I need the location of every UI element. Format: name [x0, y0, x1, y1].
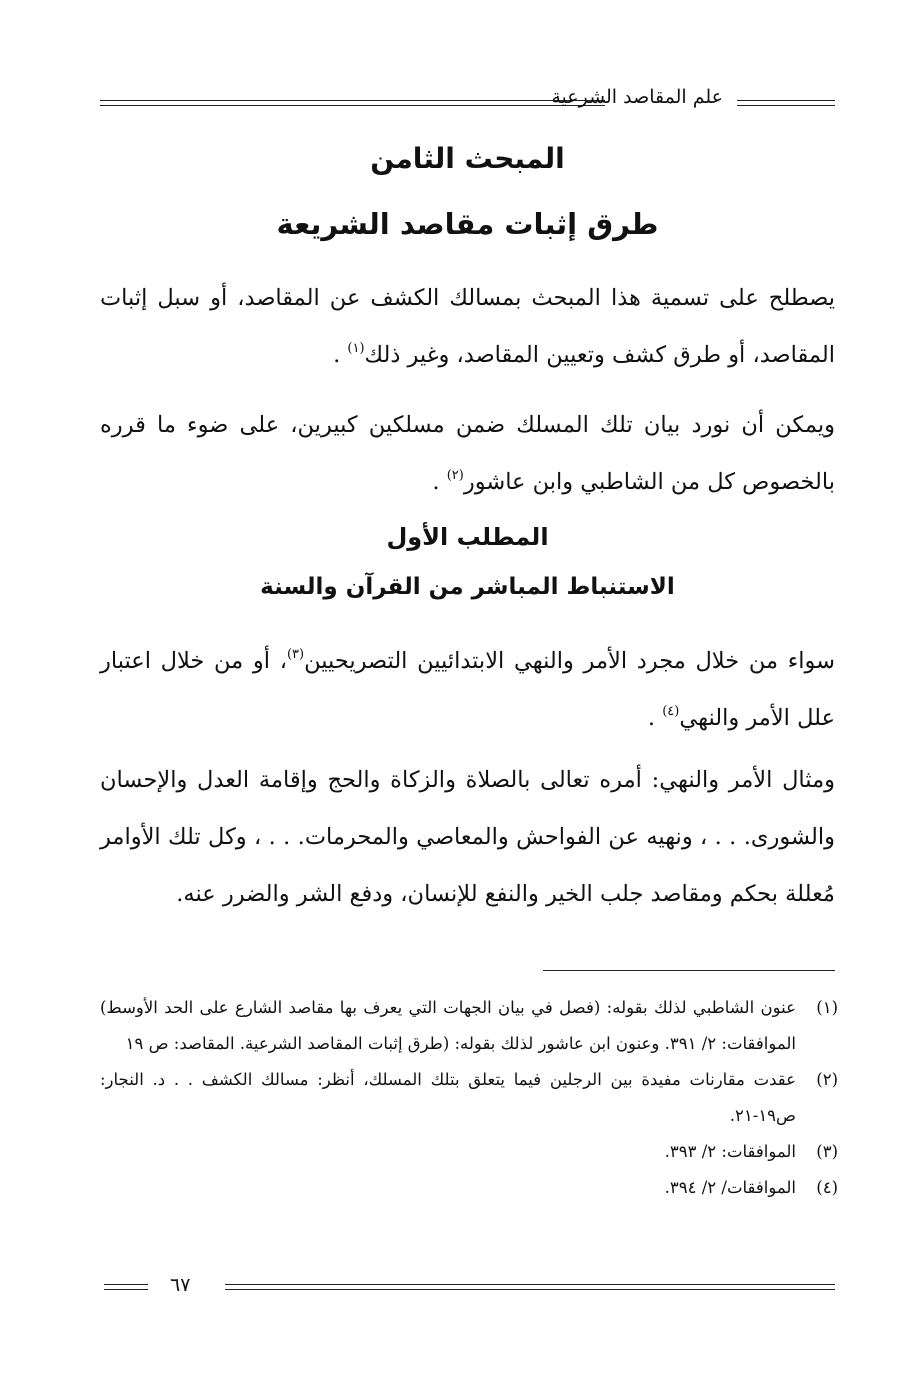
paragraph-end: . — [647, 705, 663, 731]
footnote-separator — [543, 970, 835, 971]
footer-rule-long — [225, 1284, 835, 1290]
footnote-number: (٢) — [816, 1070, 838, 1089]
footnote-text: الموافقات: ٢/ ٣٩٣. — [664, 1142, 796, 1161]
paragraph-3 — [100, 633, 835, 747]
section-heading: المبحث الثامن — [370, 142, 565, 175]
paragraph-end: . — [432, 469, 447, 495]
page-footer — [100, 1274, 835, 1304]
footnote-number: (١) — [816, 998, 838, 1017]
paragraph-4 — [100, 752, 835, 923]
footnote-item — [100, 1062, 838, 1134]
running-title: علم المقاصد الشرعية — [551, 86, 723, 108]
paragraph-text: سواء من خلال مجرد الأمر والنهي الابتدائيين التصريحيين — [304, 648, 835, 674]
footnote-text: الموافقات/ ٢/ ٣٩٤. — [664, 1178, 796, 1197]
footnote-item — [100, 1170, 838, 1206]
paragraph-text: يصطلح على تسمية هذا المبحث بمسالك الكشف عن المقاصد، أو سبل إثبات المقاصد، أو طرق كشف وتعيين المقاصد، وغير ذلك — [100, 285, 835, 368]
paragraph-text: ومثال الأمر والنهي: أمره تعالى بالصلاة والزكاة والحج وإقامة العدل والإحسان والشورى. . . ، ونهيه عن الفواحش والمعاصي والمحرمات. . . ، وكل تلك الأوامر مُعللة بحكم ومقاصد جلب الخير والنفع للإنسان، ودفع الشر والضرر عنه. — [100, 767, 835, 907]
footnote-ref: (٤) — [662, 704, 680, 719]
page-number: ٦٧ — [170, 1274, 191, 1296]
footnote-ref: (٣) — [286, 647, 305, 662]
header-rule-long — [100, 100, 605, 106]
footnote-item — [100, 990, 838, 1062]
footnote-text: عقدت مقارنات مفيدة بين الرجلين فيما يتعلق بتلك المسلك، أنظر: مسالك الكشف . . د. النجار: ص١٩-٢١. — [100, 1070, 796, 1125]
footnote-ref: (٢) — [446, 468, 464, 483]
footnote-item — [100, 1134, 838, 1170]
paragraph-1 — [100, 270, 835, 384]
footer-rule-short — [104, 1284, 148, 1290]
subsection-heading: المطلب الأول — [386, 523, 549, 551]
running-header — [100, 86, 835, 122]
footnotes — [100, 990, 838, 1206]
subsection-title: الاستنباط المباشر من القرآن والسنة — [260, 574, 675, 600]
paragraph-end: . — [333, 342, 348, 368]
section-title: طرق إثبات مقاصد الشريعة — [276, 207, 659, 241]
footnote-ref: (١) — [347, 341, 365, 356]
paragraph-text: ويمكن أن نورد بيان تلك المسلك ضمن مسلكين كبيرين، على ضوء ما قرره بالخصوص كل من الشاطبي وابن عاشور — [100, 412, 835, 495]
footnote-number: (٤) — [816, 1178, 838, 1197]
paragraph-2 — [100, 397, 835, 511]
paragraph-text: ، أو من خلال اعتبار علل الأمر والنهي — [100, 648, 835, 731]
footnote-number: (٣) — [816, 1142, 838, 1161]
header-rule-short — [737, 100, 835, 106]
footnote-text: عنون الشاطبي لذلك بقوله: (فصل في بيان الجهات التي يعرف بها مقاصد الشارع على الحد الأوسط) الموافقات: ٢/ ٣٩١. وعنون ابن عاشور لذلك بقوله: (طرق إثبات المقاصد الشرعية. المقاصد: ص ١٩ — [100, 998, 796, 1053]
